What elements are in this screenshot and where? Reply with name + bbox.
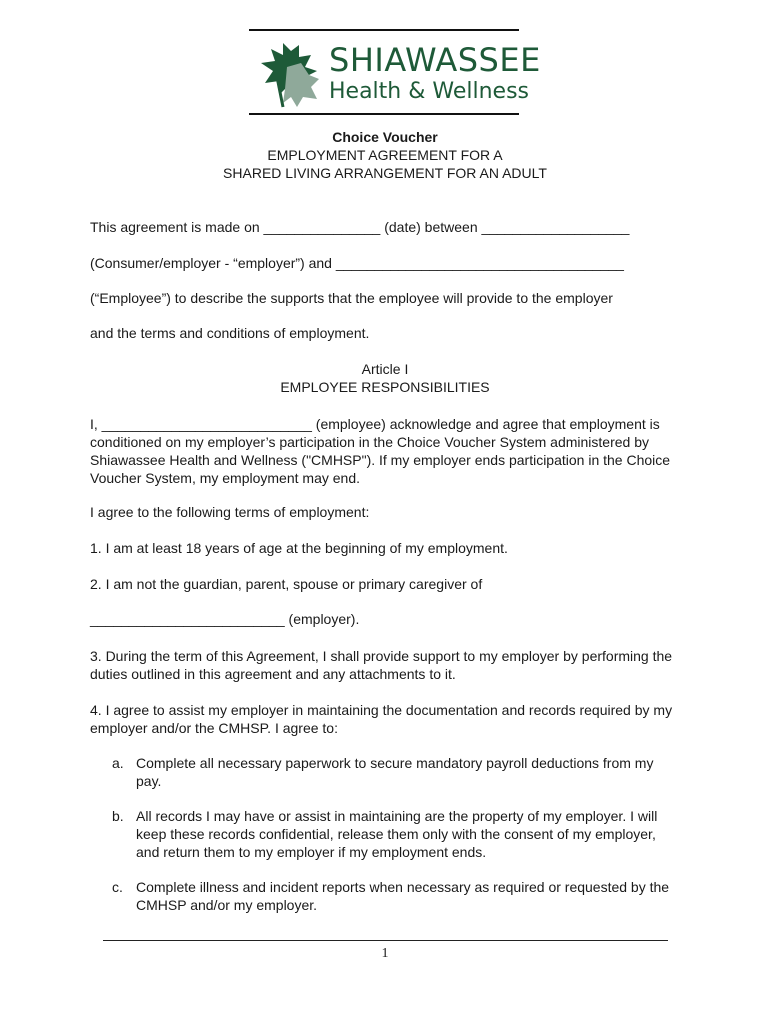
term-3: 3. During the term of this Agreement, I shall provide support to my employer by performing the duties outlined in this agreement and any attachments to it. — [90, 648, 673, 682]
sub-item-marker: b. — [112, 808, 124, 824]
sub-item-text: Complete all necessary paperwork to secure mandatory payroll deductions from my pay. — [136, 755, 654, 789]
doc-title-line-3: SHARED LIVING ARRANGEMENT FOR AN ADULT — [223, 165, 547, 181]
term-4: 4. I agree to assist my employer in maintaining the documentation and records required by my employer and/or the CMHSP. I agree to: — [90, 702, 673, 736]
footer-rule — [103, 940, 668, 941]
acknowledgement-paragraph: I, ___________________________ (employee) acknowledge and agree that employment is conditioned on my employer’s participation in the Choice Voucher System administered by Shiawassee Health and Wellness ("CMHSP"). If my employer ends participation in the Choice Voucher System, my employment may end. — [90, 416, 671, 486]
logo-brand-subtitle: Health & Wellness — [329, 79, 530, 104]
intro-line-4: and the terms and conditions of employment. — [90, 325, 370, 341]
intro-line-2: (Consumer/employer - “employer”) and _____________________________________ — [90, 255, 624, 271]
sub-item-c — [112, 878, 677, 914]
doc-title-line-1: Choice Voucher — [332, 129, 438, 145]
oak-leaf-icon — [253, 37, 325, 109]
organization-logo — [249, 29, 541, 115]
sub-item-marker: a. — [112, 755, 124, 771]
article-heading: Article I — [361, 361, 409, 377]
logo-bottom-rule — [249, 113, 519, 115]
intro-line-3: (“Employee”) to describe the supports that the employee will provide to the employer — [90, 290, 613, 306]
sub-item-b — [112, 807, 677, 861]
logo-top-rule — [249, 29, 519, 31]
sub-item-marker: c. — [112, 879, 123, 895]
page-number: 1 — [381, 946, 389, 961]
logo-brand-name: SHIAWASSEE — [329, 41, 541, 79]
terms-intro: I agree to the following terms of employment: — [90, 504, 370, 520]
article-subheading: EMPLOYEE RESPONSIBILITIES — [280, 379, 490, 395]
term-2: 2. I am not the guardian, parent, spouse or primary caregiver of — [90, 576, 483, 592]
intro-line-1: This agreement is made on _______________ (date) between ___________________ — [90, 219, 630, 235]
doc-title-line-2: EMPLOYMENT AGREEMENT FOR A — [267, 147, 503, 163]
sub-item-text: All records I may have or assist in maintaining are the property of my employer. I will keep these records confidential, release them only with the consent of my employer, and return them to my employer if my employment ends. — [136, 808, 658, 860]
sub-item-a — [112, 754, 677, 790]
term-1: 1. I am at least 18 years of age at the beginning of my employment. — [90, 540, 508, 556]
term-2-blank: _________________________ (employer). — [90, 611, 360, 627]
sub-item-text: Complete illness and incident reports when necessary as required or requested by the CMHSP and/or my employer. — [136, 879, 670, 913]
